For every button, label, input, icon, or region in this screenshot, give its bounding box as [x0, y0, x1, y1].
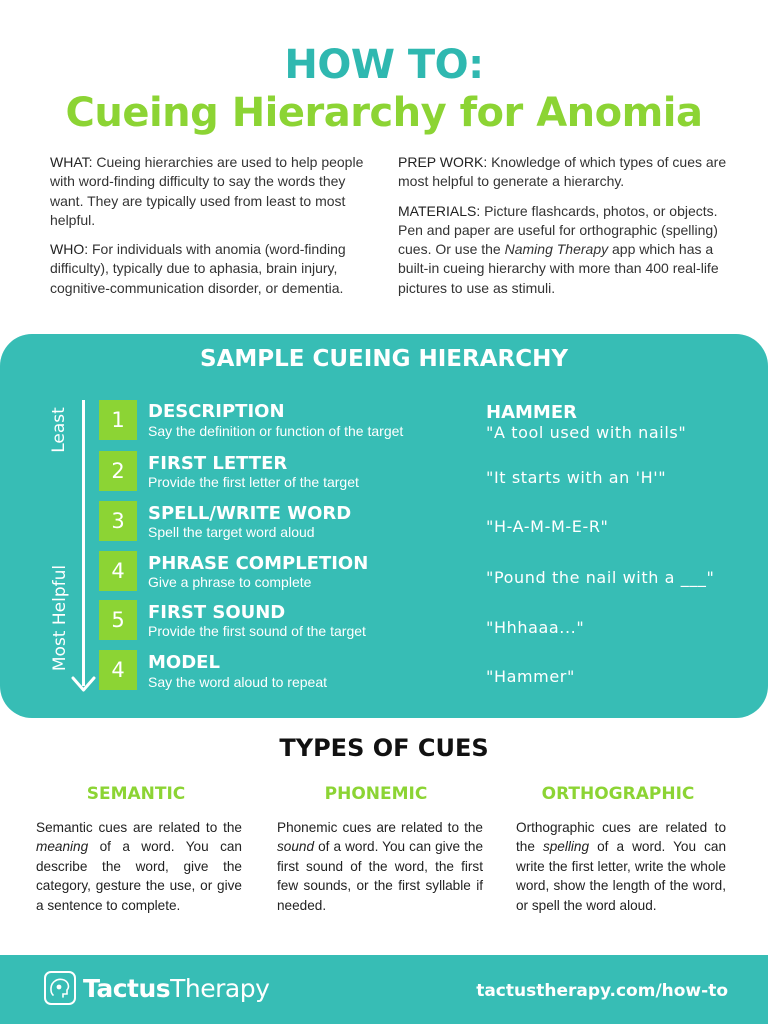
step-example: "H-A-M-M-E-R" [486, 517, 609, 536]
step-title: SPELL/WRITE WORD [148, 503, 352, 524]
materials-paragraph [398, 202, 728, 298]
hierarchy-title: SAMPLE CUEING HIERARCHY [200, 346, 568, 372]
most-helpful-label: Most Helpful [50, 564, 70, 672]
what-label: WHAT: [50, 154, 93, 170]
orthographic-emphasis: spelling [542, 839, 590, 855]
materials-text-2: app which has a built-in cueing hierarchy with more than 400 real-life pictures to use as stimuli. [398, 241, 719, 296]
orthographic-text-1: Orthographic cues are related to the [516, 820, 726, 855]
arrow-shaft [82, 400, 85, 686]
step-number: 5 [99, 600, 137, 640]
down-arrow-icon [71, 668, 96, 693]
step-title: DESCRIPTION [148, 401, 285, 422]
prep-text: Knowledge of which types of cues are most helpful to generate a hierarchy. [398, 154, 727, 190]
who-paragraph [50, 240, 370, 298]
who-text: For individuals with anomia (word-finding difficulty), typically due to aphasia, brain injury, cognitive-communication disorder, or dementia. [50, 241, 346, 296]
phonemic-text-2: of a word. You can give the first sound of the word, the first few sounds, or the first syllable if needed. [277, 839, 484, 913]
materials-text-1: Picture flashcards, photos, or objects. Pen and paper are useful for orthographic (spelling) cues. Or use the [398, 202, 718, 258]
prep-label: PREP WORK: [398, 154, 488, 170]
brand-name-bold: Tactus [83, 974, 171, 1003]
step-description: Provide the first sound of the target [148, 623, 366, 639]
phonemic-text-1: Phonemic cues are related to the [277, 820, 483, 835]
step-example: "Pound the nail with a ___" [486, 568, 715, 587]
example-word: HAMMER [486, 402, 577, 423]
page-title-line1: HOW TO: [284, 42, 484, 88]
step-example: "It starts with an 'H'" [486, 468, 667, 487]
step-description: Give a phrase to complete [148, 574, 312, 590]
orthographic-text-2: of a word. You can write the first letter, write the whole word, show the length of the word, or spell the word aloud. [516, 839, 727, 913]
orthographic-heading: ORTHOGRAPHIC [541, 784, 695, 804]
materials-label: MATERIALS: [398, 202, 481, 219]
step-example: "A tool used with nails" [486, 423, 687, 442]
what-text: Cueing hierarchies are used to help people with word-finding difficulty to say the words they want. They are typically used from least to most helpful. [50, 154, 364, 228]
semantic-text-1: Semantic cues are related to the [36, 820, 242, 835]
step-example: "Hhhaaa..." [486, 618, 585, 637]
naming-therapy-app-name: Naming Therapy [504, 241, 609, 258]
brand-name-light: Therapy [170, 974, 270, 1003]
semantic-text-2: of a word. You can describe the word, give the category, gesture the use, or give a sentence to complete. [36, 839, 242, 913]
step-description: Say the definition or function of the target [148, 423, 404, 439]
brand-logo[interactable] [83, 974, 269, 1003]
least-label: Least [49, 407, 69, 453]
step-title: FIRST SOUND [148, 602, 286, 623]
intro-left-column [50, 153, 370, 308]
phonemic-description [277, 818, 483, 915]
orthographic-description [516, 818, 726, 915]
page-title-line2: Cueing Hierarchy for Anomia [65, 90, 703, 136]
prep-paragraph [398, 153, 728, 192]
step-description: Provide the first letter of the target [148, 474, 359, 490]
what-paragraph [50, 153, 370, 230]
intro-right-column [398, 153, 728, 308]
step-number: 3 [99, 501, 137, 541]
step-number: 1 [99, 400, 137, 440]
step-title: FIRST LETTER [148, 453, 288, 474]
step-description: Spell the target word aloud [148, 524, 315, 540]
step-example: "Hammer" [486, 667, 575, 686]
tactus-head-logo-icon [44, 971, 76, 1005]
step-description: Say the word aloud to repeat [148, 674, 328, 690]
step-title: PHRASE COMPLETION [148, 553, 369, 574]
types-of-cues-title: TYPES OF CUES [279, 734, 489, 762]
step-number: 4 [99, 650, 137, 690]
who-label: WHO: [50, 241, 89, 258]
semantic-emphasis: meaning [36, 839, 89, 855]
semantic-heading: SEMANTIC [86, 784, 186, 804]
phonemic-heading: PHONEMIC [324, 784, 428, 804]
step-title: MODEL [148, 652, 220, 673]
footer-link[interactable]: tactustherapy.com/how-to [476, 981, 728, 1001]
semantic-description [36, 818, 242, 915]
step-number: 2 [99, 451, 137, 491]
step-number: 4 [99, 551, 137, 591]
phonemic-emphasis: sound [277, 839, 315, 855]
